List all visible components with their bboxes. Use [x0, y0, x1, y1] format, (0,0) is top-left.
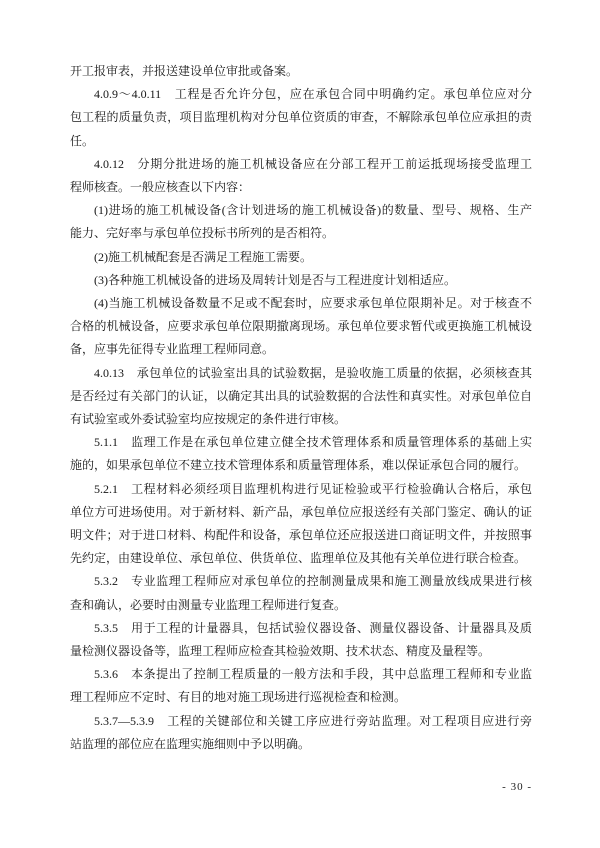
text-line: 有试验室或外委试验室均应按规定的条件进行审核。	[70, 412, 347, 427]
text-line: 是否经过有关部门的认证，以确定其出具的试验数据的合法性和真实性。对承包单位自	[70, 388, 532, 403]
paragraph	[70, 246, 532, 269]
text-line: 任。	[70, 133, 95, 148]
text-line: 单位方可进场使用。对于新材料、新产品，承包单位应报送经有关部门鉴定、确认的证	[70, 504, 532, 519]
text-line: 5.2.1 工程材料必须经项目监理机构进行见证检验或平行检验确认合格后，承包	[94, 481, 532, 496]
text-line: 先约定，由建设单位、承包单位、供货单位、监理单位及其他有关单位进行联合检查。	[70, 551, 527, 566]
page-number: - 30 -	[502, 781, 532, 793]
text-line: 5.1.1 监理工作是在承包单位建立健全技术管理体系和质量管理体系的基础上实	[94, 435, 532, 450]
text-line: 开工报审表，并报送建设单位审批或备案。	[70, 64, 299, 78]
paragraph	[70, 710, 532, 756]
paragraph	[70, 663, 532, 709]
text-line: 包工程的质量负责，项目监理机构对分包单位资质的审查，不解除承包单位应承担的责	[70, 110, 532, 125]
paragraph	[70, 478, 532, 571]
text-line: 4.0.9～4.0.11 工程是否允许分包，应在承包合同中明确约定。承包单位应对分	[94, 87, 532, 102]
text-line: 能力、完好率与承包单位投标书所列的是否相符。	[70, 226, 335, 241]
paragraph	[70, 570, 532, 616]
text-line: 4.0.12 分期分批进场的施工机械设备应在分部工程开工前运抵现场接受监理工	[94, 156, 532, 171]
text-line: 查和确认，必要时由测量专业监理工程师进行复查。	[70, 597, 347, 612]
text-line: 明文件；对于进口材料、构配件和设备，承包单位还应报送进口商证明文件，并按照事	[70, 528, 532, 543]
paragraph	[70, 362, 532, 432]
text-line: 5.3.2 专业监理工程师应对承包单位的控制测量成果和施工测量放线成果进行核	[94, 574, 532, 589]
text-line: (3)各种施工机械设备的进场及周转计划是否与工程进度计划相适应。	[94, 272, 456, 287]
paragraph	[70, 199, 532, 245]
text-line: 理工程师应不定时、有目的地对施工现场进行巡视检查和检测。	[70, 690, 407, 705]
paragraph	[70, 269, 532, 292]
paragraph	[70, 617, 532, 663]
text-line: 5.3.7—5.3.9 工程的关键部位和关键工序应进行旁站监理。对工程项目应进行旁	[94, 713, 532, 728]
text-line: 合格的机械设备，应要求承包单位限期撤离现场。承包单位要求暂代或更换施工机械设	[70, 319, 532, 334]
paragraph	[70, 292, 532, 362]
text-line: 5.3.5 用于工程的计量器具，包括试验仪器设备、测量仪器设备、计量器具及质	[94, 620, 532, 635]
text-line: 4.0.13 承包单位的试验室出具的试验数据，是验收施工质量的依据，必须核查其	[94, 365, 532, 380]
paragraph	[70, 153, 532, 199]
paragraph	[70, 60, 532, 83]
paragraph	[70, 83, 532, 153]
text-line: (1)进场的施工机械设备(含计划进场的施工机械设备)的数量、型号、规格、生产	[94, 203, 532, 218]
text-line: 量检测仪器设备等，监理工程师应检查其检验效期、技术状态、精度及量程等。	[70, 644, 491, 659]
text-line: 备，应事先征得专业监理工程师同意。	[70, 342, 275, 357]
text-line: 施的，如果承包单位不建立技术管理体系和质量管理体系，难以保证承包合同的履行。	[70, 458, 527, 473]
text-line: 站监理的部位应在监理实施细则中予以明确。	[70, 736, 311, 751]
document-body	[70, 60, 532, 756]
text-line: 程师核查。一般应核查以下内容：	[70, 180, 251, 195]
text-line: (4)当施工机械设备数量不足或不配套时，应要求承包单位限期补足。对于核查不	[94, 296, 532, 311]
text-line: 5.3.6 本条提出了控制工程质量的一般方法和手段，其中总监理工程师和专业监	[94, 667, 532, 682]
text-line: (2)施工机械配套是否满足工程施工需要。	[94, 249, 312, 264]
paragraph	[70, 431, 532, 477]
